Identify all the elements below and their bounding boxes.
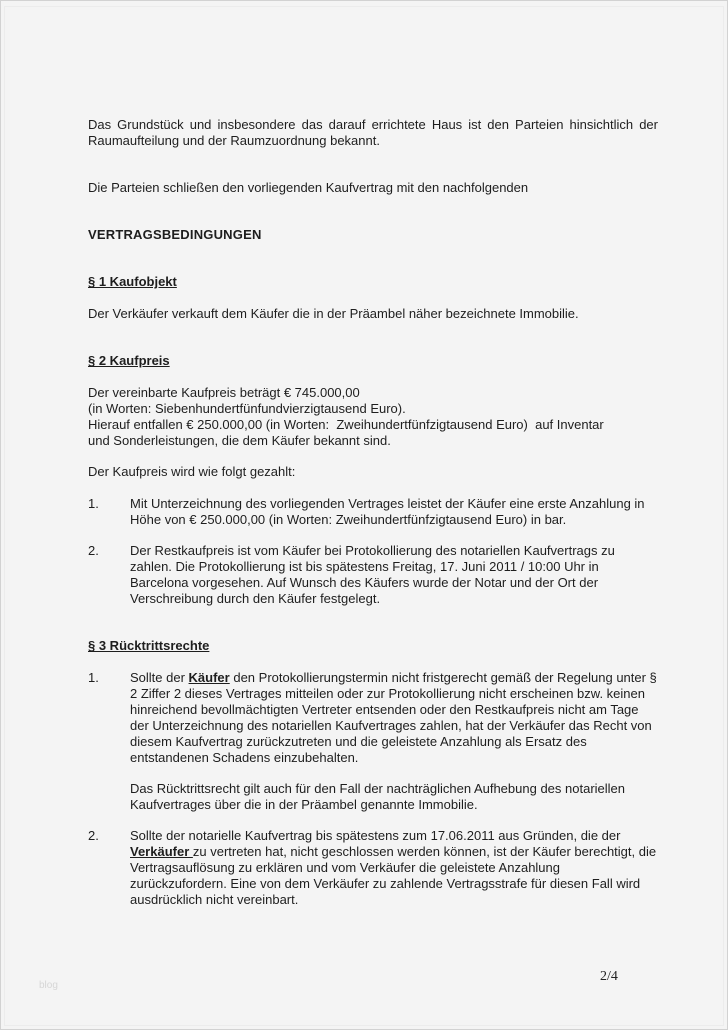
- withdrawal-item-2: [88, 828, 658, 908]
- item-text: Der Restkaufpreis ist vom Käufer bei Protokollierung des notariellen Kaufvertrags zu zahlen. Die Protokollierung ist bis spätestens Freitag, 17. Juni 2011 / 10:00 Uhr in Barcelona vorgesehen. Auf Wunsch des Käufers wurde der Notar und der Ort der Verschreibung durch den Käufer festgelegt.: [130, 543, 615, 606]
- payment-item-2: [88, 543, 658, 607]
- emphasis-seller: Verkäufer: [130, 844, 193, 859]
- withdrawal-item-1: [88, 670, 658, 813]
- payment-intro: Der Kaufpreis wird wie folgt gezahlt:: [88, 464, 296, 479]
- section-3-heading: § 3 Rücktrittsrechte: [88, 638, 210, 653]
- section-1-heading: § 1 Kaufobjekt: [88, 274, 177, 289]
- emphasis-buyer: Käufer: [188, 670, 230, 685]
- item-number: 2.: [88, 543, 99, 558]
- price-line-4: und Sonderleistungen, die dem Käufer bekannt sind.: [88, 433, 391, 448]
- section-2-heading: § 2 Kaufpreis: [88, 353, 170, 368]
- price-line-3: Hierauf entfallen € 250.000,00 (in Worten: Zweihundertfünfzigtausend Euro) auf Inventar: [88, 417, 604, 432]
- item-text: [130, 670, 658, 766]
- main-heading: VERTRAGSBEDINGUNGEN: [88, 227, 262, 242]
- item-number: 1.: [88, 496, 99, 511]
- price-line-2: (in Worten: Siebenhundertfünfundvierzigtausend Euro).: [88, 401, 406, 416]
- page-number: 2/4: [600, 969, 618, 984]
- text-segment: zu vertreten hat, nicht geschlossen werden können, ist der Käufer berechtigt, die Vertragsauflösung zu erklären und vom Verkäufer die geleistete Anzahlung zurückzufordern. Eine von dem Verkäufer zu zahlende Vertragsstrafe für diesen Fall wird ausdrücklich nicht vereinbart.: [130, 844, 657, 907]
- price-line-1: Der vereinbarte Kaufpreis beträgt € 745.000,00: [88, 385, 360, 400]
- text-segment: den Protokollierungstermin nicht fristgerecht gemäß der Regelung unter § 2 Ziffer 2 dieses Vertrages mitteilen oder zur Protokollierung nicht erscheinen bzw. keinen hinreichend bevollmächtigten Vertreter entsenden oder den Restkaufpreis nicht am Tage der Unterzeichnung des notariellen Kaufvertrages zahlen, hat der Verkäufer das Recht von diesem Kaufvertrag zurückzutreten und die geleistete Anzahlung als Ersatz des entstandenen Schadens einzubehalten.: [130, 670, 657, 765]
- document-body: [88, 117, 658, 908]
- section-1-text: Der Verkäufer verkauft dem Käufer die in der Präambel näher bezeichnete Immobilie.: [88, 306, 579, 321]
- item-number: 1.: [88, 670, 99, 685]
- intro-paragraph-1: Das Grundstück und insbesondere das darauf errichtete Haus ist den Parteien hinsichtlich der Raumaufteilung und der Raumzuordnung bekannt.: [88, 117, 658, 148]
- intro-paragraph-2: Die Parteien schließen den vorliegenden Kaufvertrag mit den nachfolgenden: [88, 180, 529, 195]
- text-segment: Sollte der: [130, 670, 189, 685]
- watermark: blog: [39, 980, 58, 991]
- item-text: [130, 828, 658, 908]
- item-text: Mit Unterzeichnung des vorliegenden Vertrages leistet der Käufer eine erste Anzahlung in Höhe von € 250.000,00 (in Worten: Zweihundertfünfzigtausend Euro) in bar.: [130, 496, 645, 527]
- text-segment: Sollte der notarielle Kaufvertrag bis spätestens zum 17.06.2011 aus Gründen, die der: [130, 828, 621, 843]
- item-followup: Das Rücktrittsrecht gilt auch für den Fall der nachträglichen Aufhebung des notariellen Kaufvertrages über die in der Präambel genannte Immobilie.: [130, 781, 626, 812]
- item-number: 2.: [88, 828, 99, 843]
- payment-item-1: [88, 496, 658, 528]
